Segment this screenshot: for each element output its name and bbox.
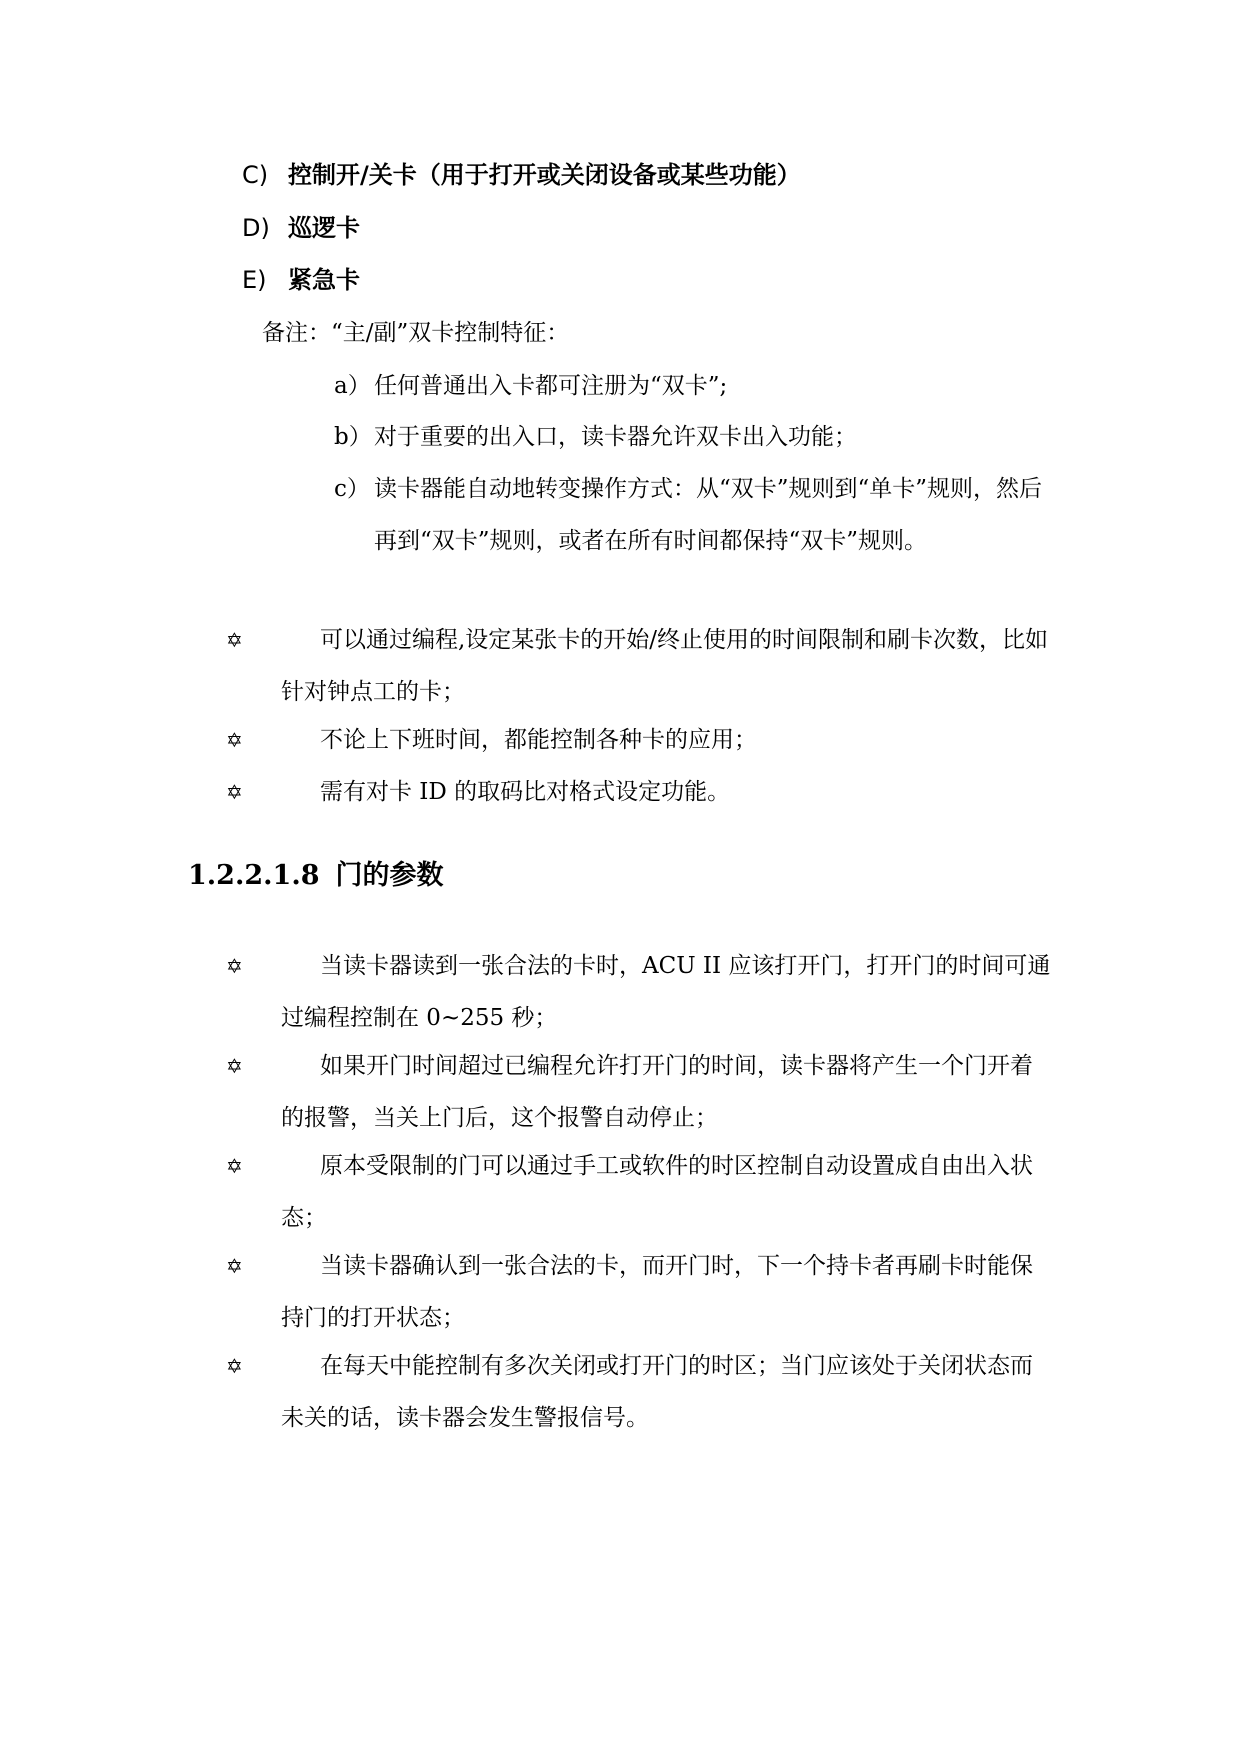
sub-item-c: [334, 463, 1054, 567]
list-item-c: [242, 160, 801, 190]
list-item-text: 控制开/关卡（用于打开或关闭设备或某些功能）: [288, 161, 801, 189]
bullet-paragraph: 可以通过编程,设定某张卡的开始/终止使用的时间限制和刷卡次数，比如针对钟点工的卡；: [281, 627, 1049, 705]
section-number: 1.2.2.1.8: [188, 860, 320, 891]
sub-item-text: 任何普通出入卡都可注册为“双卡”;: [374, 373, 728, 399]
bullet-paragraph: 当读卡器读到一张合法的卡时，ACU II 应该打开门，打开门的时间可通过编程控制在 0~255 秒；: [281, 953, 1051, 1031]
sub-item-b: [334, 411, 1054, 463]
list-marker: D): [242, 214, 270, 242]
bullet-paragraph: 如果开门时间超过已编程允许打开门的时间，读卡器将产生一个门开着的报警，当关上门后，这个报警自动停止；: [281, 1053, 1033, 1131]
bullet-paragraph: 不论上下班时间，都能控制各种卡的应用；: [320, 727, 757, 753]
note-text: 备注：“主/副”双卡控制特征：: [262, 320, 570, 346]
section-title: 门的参数: [335, 860, 444, 891]
list-item-e: [242, 265, 360, 295]
list-item-text: 巡逻卡: [288, 214, 360, 242]
list-marker: E): [242, 266, 267, 294]
star-bullet-icon: ✡: [226, 1354, 243, 1378]
sub-item-marker: b）: [334, 424, 372, 450]
list-marker: C): [242, 161, 269, 189]
sub-item-marker: a）: [334, 373, 371, 399]
star-bullet-icon: ✡: [226, 1054, 243, 1078]
bullet-paragraph: 当读卡器确认到一张合法的卡，而开门时，下一个持卡者再刷卡时能保持门的打开状态；: [281, 1253, 1033, 1331]
sub-item-text: 对于重要的出入口，读卡器允许双卡出入功能；: [374, 424, 857, 450]
list-item-text: 紧急卡: [288, 266, 360, 294]
section-heading: [188, 858, 444, 894]
star-bullet-icon: ✡: [226, 954, 243, 978]
sub-item-text: 读卡器能自动地转变操作方式：从“双卡”规则到“单卡”规则，然后再到“双卡”规则，或者在所有时间都保持“双卡”规则。: [374, 476, 1043, 554]
sub-item-marker: c）: [334, 476, 370, 502]
star-bullet-icon: ✡: [226, 1154, 243, 1178]
star-bullet-icon: ✡: [226, 1254, 243, 1278]
star-bullet-icon: ✡: [226, 628, 243, 652]
bullet-paragraph: 原本受限制的门可以通过手工或软件的时区控制自动设置成自由出入状态；: [281, 1153, 1033, 1231]
bullet-paragraph: 需有对卡 ID 的取码比对格式设定功能。: [320, 779, 731, 805]
bullet-paragraph: 在每天中能控制有多次关闭或打开门的时区；当门应该处于关闭状态而未关的话，读卡器会发生警报信号。: [281, 1353, 1033, 1431]
star-bullet-icon: ✡: [226, 780, 243, 804]
sub-item-a: [334, 360, 1054, 412]
star-bullet-icon: ✡: [226, 728, 243, 752]
list-item-d: [242, 213, 360, 243]
